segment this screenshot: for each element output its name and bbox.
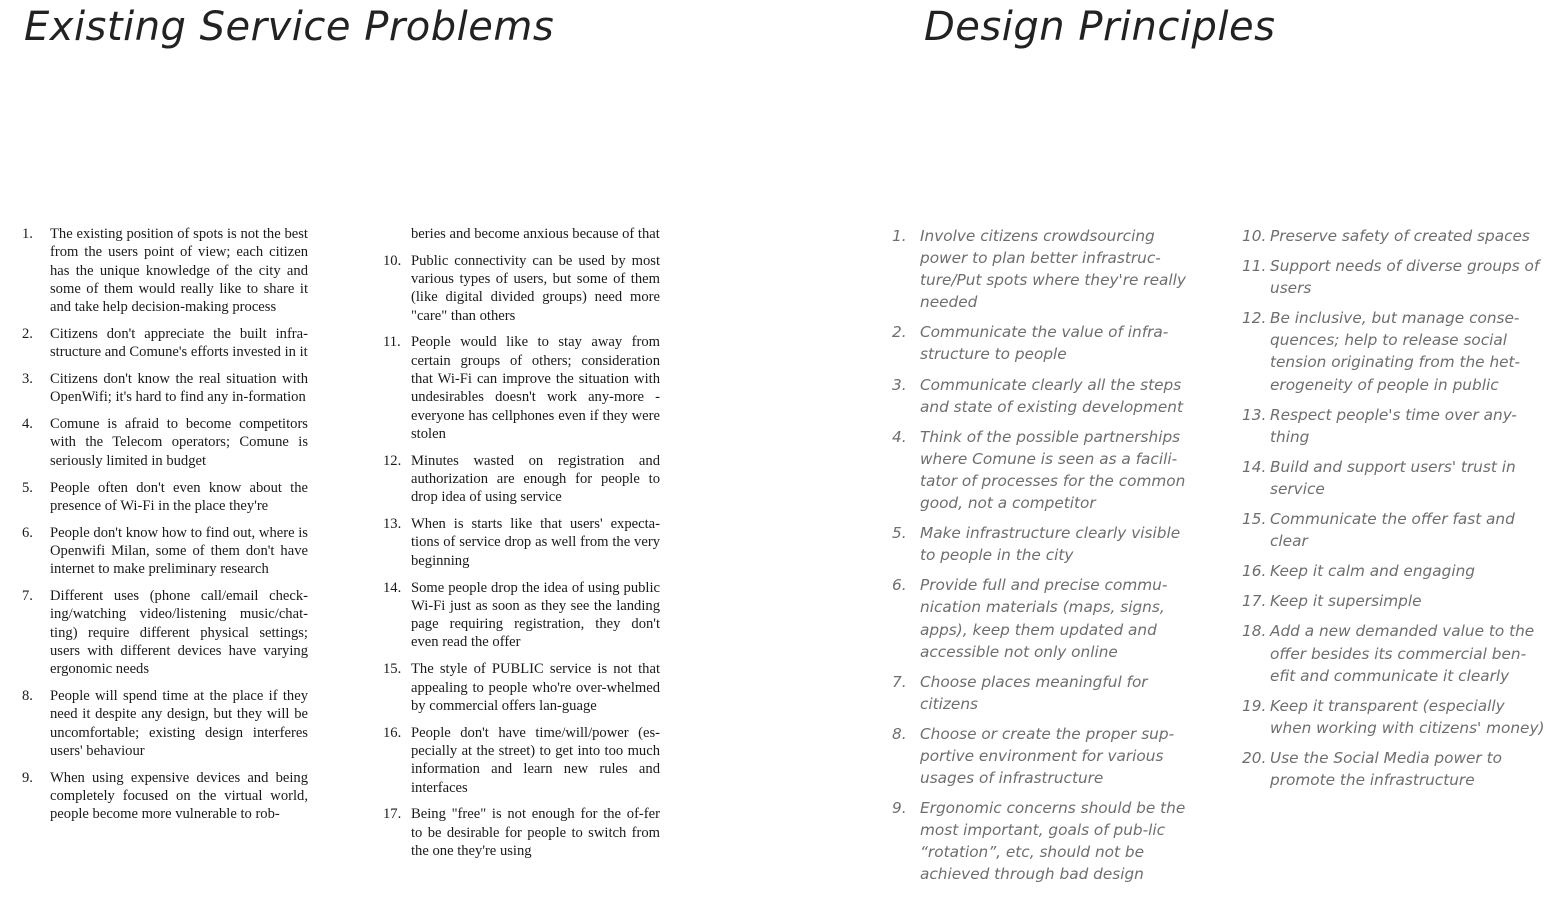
list-item [1242,747,1547,791]
list-item [383,333,660,443]
item-number: 1. [892,227,907,245]
item-number: 7. [892,672,907,691]
item-number: 13. [1242,405,1267,424]
item-number: 1. [22,226,33,242]
item-text: Ergonomic concerns should be the most important, goals of pub-lic “rotation”, etc, should not be achieved through bad design [920,799,1186,884]
item-number: 2. [892,323,907,342]
item-text: Communicate the offer fast and clear [1270,510,1515,551]
item-number: 12. [1242,309,1267,328]
item-number: 14. [383,579,402,596]
item-number: 11. [383,334,401,351]
problems-list-col1 [22,225,308,832]
principles-title: Design Principles [924,4,1276,50]
list-item [1242,456,1547,500]
item-number: 4. [892,427,907,446]
item-number: 6. [22,524,33,541]
list-item [22,225,308,316]
item-number: 15. [1242,510,1267,529]
list-item [383,252,660,325]
list-item [383,515,660,570]
list-item [892,225,1192,313]
item-text: Make infrastructure clearly visible to people in the city [920,524,1181,565]
item-text: People often don't even know about the presence of Wi-Fi in the place they're [50,479,308,514]
item-text: Keep it supersimple [1270,592,1422,611]
item-text: Different uses (phone call/email check-ing/watching video/listening music/chat-ting) require different physical settings; users with different devices have varying ergonomic needs [50,588,308,678]
item-text: Choose or create the proper sup-portive environment for various usages of infrastructure [920,724,1175,788]
item-number: 3. [892,375,907,394]
principles-list-col1 [892,225,1192,894]
item-text: Some people drop the idea of using public Wi-Fi just as soon as they see the landing page requiring registration, they don't even read the offer [411,579,660,651]
item-text: Citizens don't appreciate the built infra-structure and Comune's efforts invested in it [50,325,308,361]
list-item [22,524,308,579]
list-item [1242,225,1547,247]
list-item [1242,307,1547,395]
problems-list-col2-wrapper [383,225,660,869]
item-number: 10. [383,252,402,269]
item-number: 13. [383,516,402,533]
item-number: 17. [1242,592,1267,611]
list-item [892,426,1192,514]
item-text: Keep it calm and engaging [1270,562,1475,581]
item-text: The style of PUBLIC service is not that appealing to people who're over-whelmed by commercial offers lan-guage [411,661,660,714]
list-item [22,325,308,362]
item-text: Communicate the value of infra-structure to people [920,323,1169,364]
list-item [1242,404,1547,448]
list-item [1242,620,1547,686]
item-text: Add a new demanded value to the offer besides its commercial ben-efit and communicate it clearly [1270,622,1535,685]
item-text: Comune is afraid to become competitors with the Telecom operators; Comune is seriously limited in budget [50,416,308,469]
list-item [892,723,1192,789]
list-item [892,574,1192,662]
item-text: People don't know how to find out, where is Openwifi Milan, some of them don't have internet to make preliminary research [50,524,308,578]
item-number: 16. [1242,562,1267,581]
item-number: 8. [892,724,907,743]
item-number: 8. [22,688,33,705]
item-text: Public connectivity can be used by most various types of users, but some of them (like digital divided groups) need more "care" than others [411,252,660,324]
item-number: 6. [892,576,907,595]
list-item [22,415,308,470]
item-number: 4. [22,416,33,433]
list-item [1242,255,1547,299]
list-item [383,452,660,507]
item-text: Be inclusive, but manage conse-quences; help to release social tension originating from the het-erogeneity of people in public [1270,309,1521,394]
problems-list-col2 [383,252,660,860]
item-number: 14. [1242,457,1267,476]
list-item [892,522,1192,566]
item-number: 15. [383,661,402,678]
item-number: 9. [22,769,33,786]
list-item [383,660,660,715]
item-text: Being "free" is not enough for the of-fer to be desirable for people to switch from the one they're using [411,806,660,859]
item-text: Citizens don't know the real situation with OpenWifi; it's hard to find any in-formation [50,371,308,406]
item-number: 16. [383,724,402,741]
item-number: 10. [1242,227,1267,245]
item-text: Communicate clearly all the steps and state of existing development [920,375,1183,416]
item-text: Preserve safety of created spaces [1270,227,1530,245]
item-number: 2. [22,325,33,342]
item-text: People will spend time at the place if they need it despite any design, but they will be uncomfortable; existing design interferes users' behaviour [50,688,308,759]
item-text: People would like to stay away from certain groups of others; consideration that Wi-Fi can improve the situation with undesirables doesn't work any-more - everyone has cellphones even if they were stolen [411,334,660,442]
list-item [22,479,308,516]
item-number: 3. [22,371,33,388]
problems-title: Existing Service Problems [24,4,555,50]
item-number: 19. [1242,696,1267,715]
item-text: Keep it transparent (especially when working with citizens' money) [1270,696,1545,737]
item-text: The existing position of spots is not the best from the users point of view; each citizen has the unique knowledge of the city and some of them would really like to share it and take help decision-making process [50,226,308,316]
list-item [1242,695,1547,739]
item-number: 5. [22,479,33,496]
list-item [892,797,1192,885]
problem-9-continuation: beries and become anxious because of that [411,226,660,242]
item-number: 20. [1242,748,1267,767]
item-text: Choose places meaningful for citizens [920,672,1148,713]
item-number: 9. [892,799,907,818]
list-item [22,769,308,824]
item-text: People don't have time/will/power (es-pecially at the street) to get into too much information and learn new rules and interfaces [411,724,660,796]
list-item [1242,508,1547,552]
item-text: Think of the possible partnerships where Comune is seen as a facili-tator of processes for the common good, not a competitor [920,427,1186,513]
list-item [892,671,1192,715]
list-item [892,321,1192,365]
list-item [383,805,660,860]
item-text: Use the Social Media power to promote the infrastructure [1270,748,1502,789]
item-text: When using expensive devices and being completely focused on the virtual world, people become more vulnerable to rob- [50,769,308,823]
list-item [22,587,308,678]
list-item [383,724,660,797]
list-item [383,579,660,652]
list-item [22,370,308,407]
item-number: 12. [383,452,402,469]
item-number: 11. [1242,257,1267,276]
item-text: Minutes wasted on registration and authorization are enough for people to drop idea of using service [411,452,660,506]
item-number: 18. [1242,622,1267,641]
list-item [892,374,1192,418]
list-item [1242,590,1547,612]
item-number: 7. [22,588,33,605]
principles-list-col2 [1242,225,1547,799]
item-text: Build and support users' trust in service [1270,457,1516,498]
list-item [1242,560,1547,582]
item-number: 17. [383,806,402,823]
item-number: 5. [892,524,907,543]
item-text: Respect people's time over any-thing [1270,405,1517,446]
item-text: Provide full and precise commu-nication materials (maps, signs, apps), keep them updated and accessible not only online [920,576,1168,661]
list-item [22,687,308,760]
item-text: Involve citizens crowdsourcing power to plan better infrastruc-ture/Put spots where they're really needed [920,227,1186,312]
item-text: When is starts like that users' expecta-tions of service drop as well from the very beginning [411,516,660,569]
item-text: Support needs of diverse groups of users [1270,257,1540,298]
